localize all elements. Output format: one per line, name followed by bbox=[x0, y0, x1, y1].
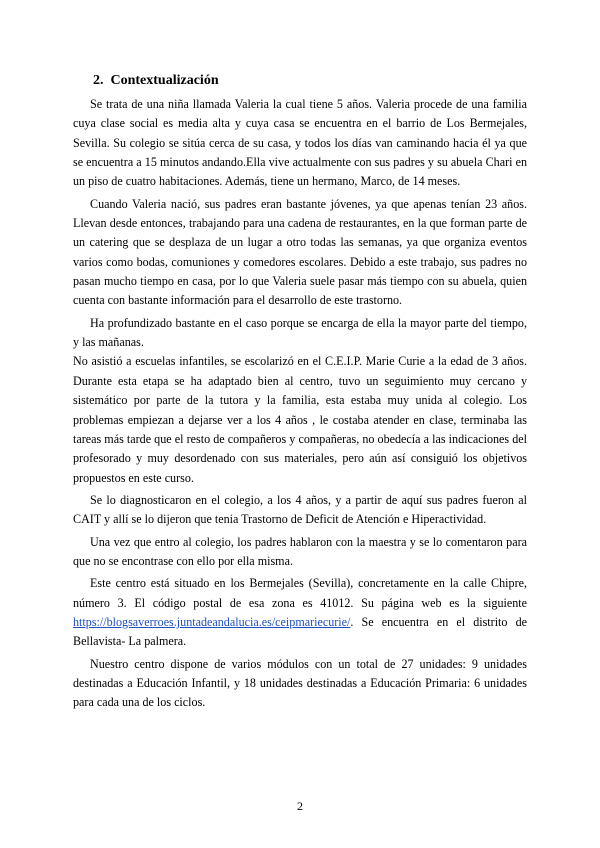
paragraph-7-text-end: . Se encuentra en el distrito de Bellavista- La palmera. bbox=[73, 614, 527, 649]
paragraph-7-text-start: Este centro está situado en los Bermejales (Sevilla), concretamente en la calle Chipre, número 3. El código postal de esa zona es 41012. Su página web es la siguiente bbox=[73, 576, 527, 610]
paragraph-8: Nuestro centro dispone de varios módulos con un total de 27 unidades: 9 unidades destinadas a Educación Infantil, y 18 unidades destinadas a Educación Primaria: 6 unidades para cada una de los ciclos. bbox=[73, 656, 527, 710]
body-text bbox=[73, 95, 527, 713]
paragraph-3: Ha profundizado bastante en el caso porque se encarga de ella la mayor parte del tiempo, y las mañanas. bbox=[73, 315, 527, 350]
paragraph-4: No asistió a escuelas infantiles, se escolarizó en el C.E.I.P. Marie Curie a la edad de 3 años. Durante esta etapa se ha adaptado bien al centro, tuvo un seguimiento muy cercano y sistemático por parte de la tutora y la familia, esta estaba muy unida al colegio. Los problemas empiezan a dejarse ver a los 4 años , le costaba atender en clase, terminaba las tareas más tarde que el resto de compañeros y compañeras, no obedecía a las indicaciones del profesorado y muy desordenado con sus materiales, pero aún así consiguió los objetivos propuestos en este curso. bbox=[73, 354, 527, 485]
page-number: 2 bbox=[297, 799, 303, 813]
section-number: 2. bbox=[93, 73, 104, 88]
section-heading bbox=[93, 73, 219, 89]
paragraph-1: Se trata de una niña llamada Valeria la cual tiene 5 años. Valeria procede de una familia cuya clase social es media alta y cuya casa se encuentra en el barrio de Los Bermejales, Sevilla. Su colegio se sitúa cerca de su casa, y todos los días van caminando hacia él ya que se encuentra a 15 minutos andando.Ella vive actualmente con sus padres y su abuela Chari en un piso de cuatro habitaciones. Además, tiene un hermano, Marco, de 14 meses. bbox=[73, 97, 527, 189]
paragraph-2: Cuando Valeria nació, sus padres eran bastante jóvenes, ya que apenas tenían 23 años. Llevan desde entonces, trabajando para una cadena de restaurantes, en la que forman parte de un catering que se desplaza de un lugar a otro todas las semanas, ya que organiza eventos varios como bodas, comuniones y comedores escolares. Debido a este trabajo, sus padres no pasan mucho tiempo en casa, por lo que Valeria suele pasar más tiempo con su abuela, quien cuenta con bastante información para el desarrollo de este trastorno. bbox=[73, 196, 527, 308]
paragraph-6: Una vez que entro al colegio, los padres hablaron con la maestra y se lo comentaron para que no se encontrase con ello por ella misma. bbox=[73, 534, 527, 568]
section-title: Contextualización bbox=[110, 73, 219, 88]
paragraph-5: Se lo diagnosticaron en el colegio, a los 4 años, y a partir de aquí sus padres fueron al CAIT y allí se lo dijeron que tenia Trastorno de Deficit de Atención e Hiperactividad. bbox=[73, 492, 527, 527]
school-website-link[interactable]: https://blogsaverroes.juntadeandalucia.es/ceipmariecurie/ bbox=[73, 614, 351, 629]
paragraph-7 bbox=[73, 574, 527, 651]
